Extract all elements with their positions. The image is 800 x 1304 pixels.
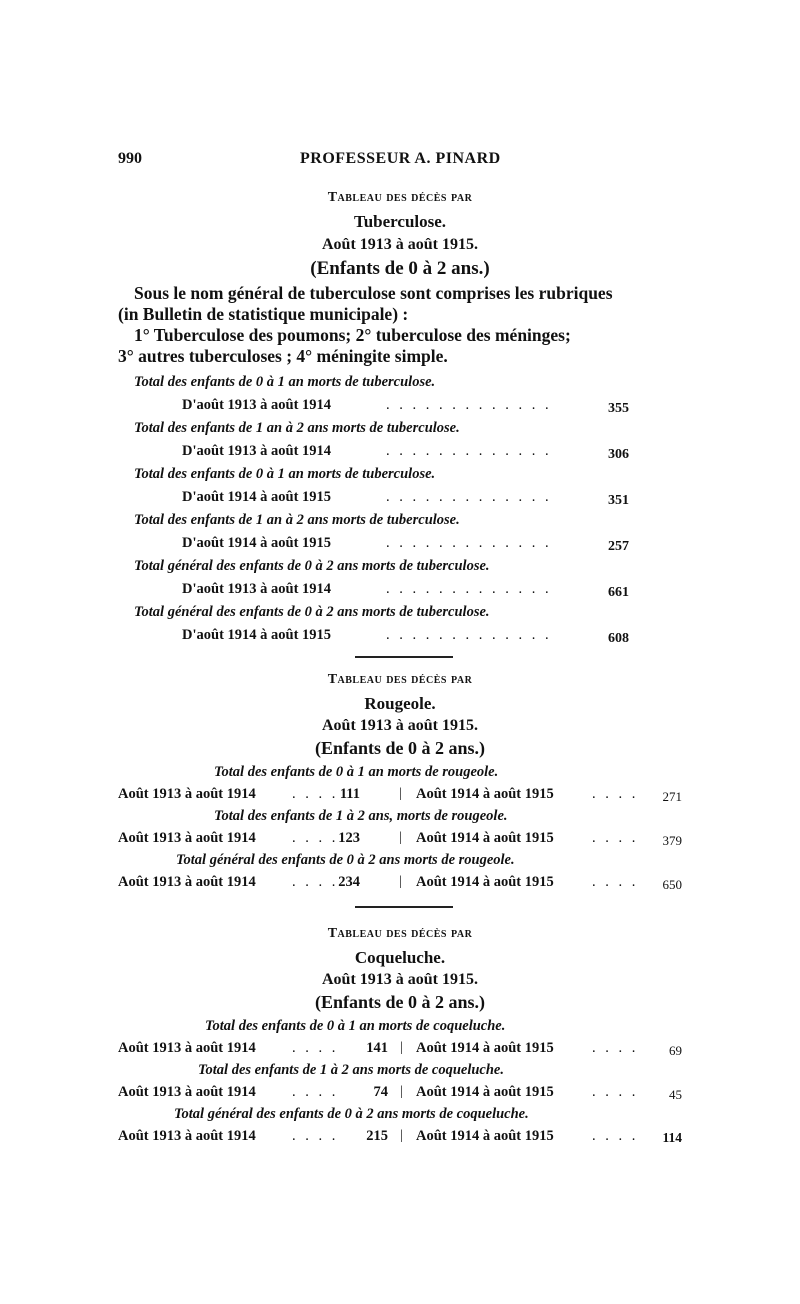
rougeole-left-value: 234 (338, 874, 360, 890)
tuberculose-row-caption: Total général des enfants de 0 à 2 ans morts de tuberculose. (134, 604, 490, 620)
leader-dots: . . . . . . . . . . . . . (386, 535, 552, 551)
leader-dots: . . . . (292, 1084, 339, 1100)
coqueluche-left-period: Août 1913 à août 1914 (118, 1084, 256, 1100)
tuberculose-row-value: 306 (608, 447, 629, 462)
tuberculose-row-value: 661 (608, 585, 629, 600)
leader-dots: . . . . (292, 874, 339, 890)
leader-dots: . . . . (292, 830, 339, 846)
coqueluche-left-value: 215 (366, 1128, 388, 1144)
tuberculose-ages: (Enfants de 0 à 2 ans.) (310, 258, 490, 279)
coqueluche-left-period: Août 1913 à août 1914 (118, 1040, 256, 1056)
column-separator: | (400, 1084, 403, 1099)
rougeole-left-value: 111 (339, 786, 360, 802)
coqueluche-right-period: Août 1914 à août 1915 (416, 1084, 554, 1100)
leader-dots: . . . . . . . . . . . . . (386, 489, 552, 505)
coqueluche-right-value: 69 (669, 1043, 682, 1058)
coqueluche-right-period: Août 1914 à août 1915 (416, 1128, 554, 1144)
tuberculose-row-period: D'août 1913 à août 1914 (182, 581, 332, 597)
column-separator: | (399, 874, 402, 889)
running-title: PROFESSEUR A. PINARD (300, 150, 501, 167)
coqueluche-right-period: Août 1914 à août 1915 (416, 1040, 554, 1056)
rougeole-right-period: Août 1914 à août 1915 (416, 874, 554, 890)
tuberculose-row-caption: Total des enfants de 0 à 1 an morts de tuberculose. (134, 466, 436, 482)
coqueluche-ages: (Enfants de 0 à 2 ans.) (314, 992, 486, 1012)
rougeole-row-caption: Total général des enfants de 0 à 2 ans morts de rougeole. (176, 852, 515, 868)
tuberculose-row-caption: Total des enfants de 1 an à 2 ans morts de tuberculose. (134, 512, 460, 528)
rougeole-right-period: Août 1914 à août 1915 (416, 786, 554, 802)
leader-dots: . . . . (292, 786, 339, 802)
tuberculose-period: Août 1913 à août 1915. (321, 236, 478, 253)
tuberculose-intro-line-3: 1° Tuberculose des poumons; 2° tuberculose des méninges; (134, 325, 571, 345)
rougeole-right-value: 271 (662, 789, 682, 804)
coqueluche-row-caption: Total des enfants de 1 à 2 ans morts de coqueluche. (198, 1062, 504, 1078)
leader-dots: . . . . (592, 1084, 639, 1100)
rougeole-row-caption: Total des enfants de 1 à 2 ans, morts de rougeole. (214, 808, 508, 824)
coqueluche-left-value: 74 (373, 1084, 388, 1100)
rougeole-period: Août 1913 à août 1915. (321, 717, 478, 734)
leader-dots: . . . . (592, 1128, 639, 1144)
tuberculose-row-period: D'août 1914 à août 1915 (182, 627, 332, 643)
tuberculose-row-caption: Total général des enfants de 0 à 2 ans morts de tuberculose. (134, 558, 490, 574)
leader-dots: . . . . . . . . . . . . . (386, 397, 552, 413)
column-separator: | (399, 830, 402, 845)
section-divider (355, 906, 453, 908)
leader-dots: . . . . (592, 1040, 639, 1056)
tuberculose-row-period: D'août 1914 à août 1915 (182, 535, 332, 551)
rougeole-table-heading: Tableau des décès par (327, 672, 473, 687)
rougeole-left-period: Août 1913 à août 1914 (118, 830, 256, 846)
rougeole-left-period: Août 1913 à août 1914 (118, 786, 256, 802)
leader-dots: . . . . . . . . . . . . . (386, 443, 552, 459)
leader-dots: . . . . (592, 830, 639, 846)
leader-dots: . . . . . . . . . . . . . (386, 627, 552, 643)
tuberculose-row-caption: Total des enfants de 1 an à 2 ans morts de tuberculose. (134, 420, 460, 436)
column-separator: | (400, 1128, 403, 1143)
tuberculose-row-value: 608 (608, 631, 629, 646)
coqueluche-left-value: 141 (366, 1040, 388, 1056)
coqueluche-left-period: Août 1913 à août 1914 (118, 1128, 256, 1144)
rougeole-left-period: Août 1913 à août 1914 (118, 874, 256, 890)
coqueluche-period: Août 1913 à août 1915. (321, 971, 478, 988)
tuberculose-intro-line-2: (in Bulletin de statistique municipale) : (118, 304, 409, 324)
leader-dots: . . . . (292, 1128, 339, 1144)
column-separator: | (399, 786, 402, 801)
tuberculose-table-heading: Tableau des décès par (327, 190, 473, 205)
coqueluche-row-caption: Total des enfants de 0 à 1 an morts de coqueluche. (205, 1018, 506, 1034)
tuberculose-row-period: D'août 1913 à août 1914 (182, 397, 332, 413)
coqueluche-right-value: 114 (662, 1130, 682, 1145)
section-divider (355, 656, 453, 658)
tuberculose-row-period: D'août 1914 à août 1915 (182, 489, 332, 505)
rougeole-title: Rougeole. (364, 694, 436, 713)
tuberculose-intro-line-4: 3° autres tuberculoses ; 4° méningite simple. (118, 346, 448, 366)
coqueluche-row-caption: Total général des enfants de 0 à 2 ans morts de coqueluche. (174, 1106, 529, 1122)
leader-dots: . . . . (292, 1040, 339, 1056)
rougeole-left-value: 123 (338, 830, 360, 846)
tuberculose-row-caption: Total des enfants de 0 à 1 an morts de tuberculose. (134, 374, 436, 390)
leader-dots: . . . . (592, 874, 639, 890)
page-number: 990 (118, 150, 142, 167)
column-separator: | (400, 1040, 403, 1055)
tuberculose-intro-line-1: Sous le nom général de tuberculose sont comprises les rubriques (134, 283, 613, 303)
tuberculose-row-value: 351 (608, 493, 629, 508)
coqueluche-table-heading: Tableau des décès par (327, 926, 473, 941)
rougeole-row-caption: Total des enfants de 0 à 1 an morts de rougeole. (214, 764, 499, 780)
tuberculose-row-period: D'août 1913 à août 1914 (182, 443, 332, 459)
coqueluche-title: Coqueluche. (354, 948, 446, 967)
rougeole-right-period: Août 1914 à août 1915 (416, 830, 554, 846)
rougeole-right-value: 650 (662, 877, 682, 892)
rougeole-right-value: 379 (662, 833, 682, 848)
tuberculose-row-value: 257 (608, 539, 629, 554)
rougeole-ages: (Enfants de 0 à 2 ans.) (314, 738, 486, 758)
leader-dots: . . . . (592, 786, 639, 802)
leader-dots: . . . . . . . . . . . . . (386, 581, 552, 597)
tuberculose-title: Tuberculose. (353, 212, 447, 231)
tuberculose-row-value: 355 (608, 401, 629, 416)
coqueluche-right-value: 45 (669, 1087, 682, 1102)
